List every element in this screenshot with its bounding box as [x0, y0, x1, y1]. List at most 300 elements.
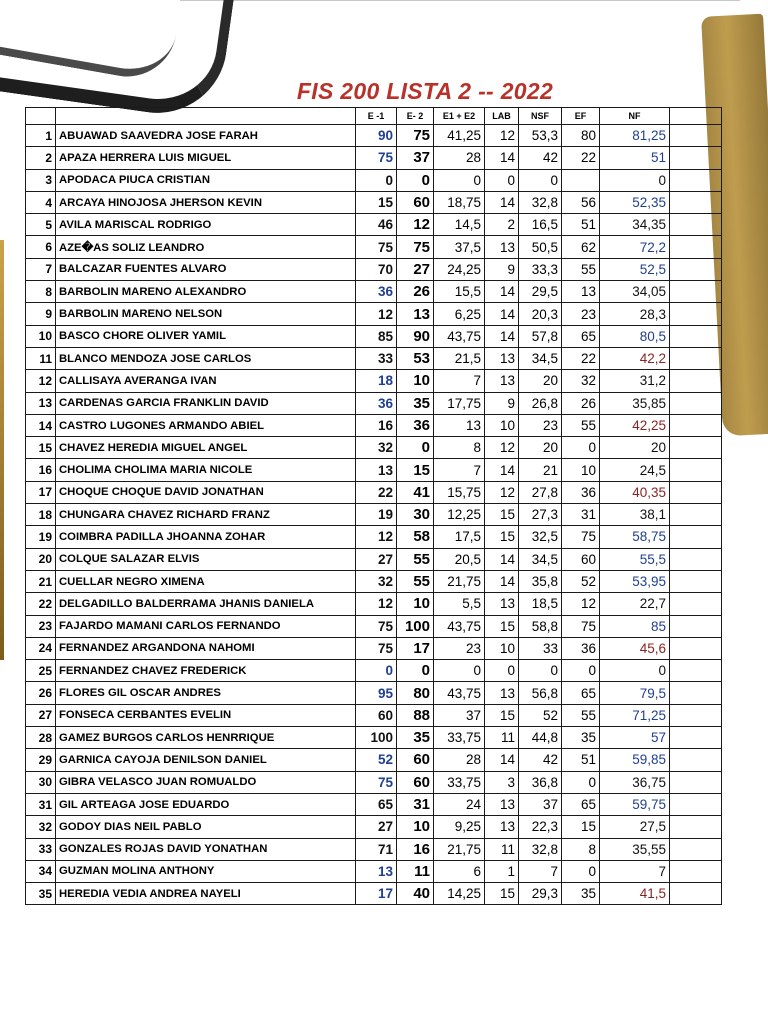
student-name: BARBOLIN MARENO NELSON [56, 303, 356, 325]
blank-cell [670, 481, 722, 503]
blank-cell [670, 191, 722, 213]
paper-edge-stain [0, 240, 4, 660]
score-e2: 10 [397, 370, 434, 392]
list-title: FIS 200 LISTA 2 -- 2022 [296, 78, 554, 104]
score-lab: 1 [485, 860, 519, 882]
score-e2: 80 [397, 682, 434, 704]
student-name: GONZALES ROJAS DAVID YONATHAN [56, 838, 356, 860]
table-row [26, 169, 722, 191]
score-nf: 80,5 [600, 325, 670, 347]
row-number: 20 [26, 548, 56, 570]
grades-table [25, 107, 722, 905]
student-name: CHAVEZ HEREDIA MIGUEL ANGEL [56, 437, 356, 459]
student-rows [26, 125, 722, 905]
score-nf: 35,55 [600, 838, 670, 860]
student-name: FLORES GIL OSCAR ANDRES [56, 682, 356, 704]
score-nsf: 21 [519, 459, 562, 481]
score-e1: 75 [356, 615, 397, 637]
table-row [26, 570, 722, 592]
score-lab: 15 [485, 526, 519, 548]
score-nsf: 18,5 [519, 593, 562, 615]
score-e2: 75 [397, 236, 434, 258]
table-row [26, 191, 722, 213]
score-e1: 16 [356, 414, 397, 436]
score-e1-plus-e2: 15,5 [434, 281, 485, 303]
student-name: BLANCO MENDOZA JOSE CARLOS [56, 347, 356, 369]
table-row [26, 816, 722, 838]
table-row [26, 504, 722, 526]
score-lab: 15 [485, 504, 519, 526]
row-number: 34 [26, 860, 56, 882]
score-e1: 33 [356, 347, 397, 369]
score-e2: 58 [397, 526, 434, 548]
score-nf: 57 [600, 727, 670, 749]
blank-cell [670, 727, 722, 749]
row-number: 4 [26, 191, 56, 213]
row-number: 2 [26, 147, 56, 169]
score-nf: 58,75 [600, 526, 670, 548]
score-lab: 13 [485, 682, 519, 704]
row-number: 9 [26, 303, 56, 325]
score-e1: 36 [356, 392, 397, 414]
score-nsf: 34,5 [519, 548, 562, 570]
score-nsf: 27,8 [519, 481, 562, 503]
score-nsf: 29,5 [519, 281, 562, 303]
score-ef: 52 [562, 570, 600, 592]
score-e1: 95 [356, 682, 397, 704]
score-nsf: 32,8 [519, 838, 562, 860]
score-e1-plus-e2: 41,25 [434, 125, 485, 147]
score-e1-plus-e2: 6 [434, 860, 485, 882]
header-ef: EF [562, 108, 600, 125]
row-number: 8 [26, 281, 56, 303]
score-nf: 22,7 [600, 593, 670, 615]
score-lab: 13 [485, 593, 519, 615]
student-name: GARNICA CAYOJA DENILSON DANIEL [56, 749, 356, 771]
table-row [26, 392, 722, 414]
score-nf: 0 [600, 660, 670, 682]
score-e2: 15 [397, 459, 434, 481]
score-nsf: 32,5 [519, 526, 562, 548]
header-name [56, 108, 356, 125]
score-lab: 15 [485, 704, 519, 726]
score-lab: 15 [485, 883, 519, 905]
score-nf: 27,5 [600, 816, 670, 838]
score-ef: 75 [562, 526, 600, 548]
score-lab: 12 [485, 437, 519, 459]
score-e1: 18 [356, 370, 397, 392]
header-nf: NF [600, 108, 670, 125]
score-e2: 40 [397, 883, 434, 905]
score-e1-plus-e2: 17,75 [434, 392, 485, 414]
score-nf: 45,6 [600, 637, 670, 659]
table-row [26, 258, 722, 280]
score-ef: 0 [562, 771, 600, 793]
blank-cell [670, 392, 722, 414]
row-number: 6 [26, 236, 56, 258]
score-lab: 13 [485, 816, 519, 838]
score-nf: 20 [600, 437, 670, 459]
blank-cell [670, 281, 722, 303]
table-row [26, 370, 722, 392]
score-nf: 71,25 [600, 704, 670, 726]
score-e2: 100 [397, 615, 434, 637]
table-row [26, 593, 722, 615]
score-nsf: 50,5 [519, 236, 562, 258]
score-e1: 12 [356, 526, 397, 548]
score-nsf: 20 [519, 370, 562, 392]
student-name: COIMBRA PADILLA JHOANNA ZOHAR [56, 526, 356, 548]
score-ef: 56 [562, 191, 600, 213]
score-e1: 85 [356, 325, 397, 347]
score-e1-plus-e2: 23 [434, 637, 485, 659]
header-sum: E1 + E2 [434, 108, 485, 125]
score-lab: 14 [485, 570, 519, 592]
blank-cell [670, 303, 722, 325]
score-e1-plus-e2: 33,75 [434, 771, 485, 793]
table-row [26, 682, 722, 704]
blank-cell [670, 125, 722, 147]
score-e2: 75 [397, 125, 434, 147]
score-ef: 26 [562, 392, 600, 414]
blank-cell [670, 793, 722, 815]
score-e1-plus-e2: 20,5 [434, 548, 485, 570]
score-lab: 15 [485, 615, 519, 637]
score-e1-plus-e2: 21,75 [434, 838, 485, 860]
score-nf: 52,5 [600, 258, 670, 280]
blank-cell [670, 615, 722, 637]
score-nsf: 32,8 [519, 191, 562, 213]
score-e1: 46 [356, 214, 397, 236]
score-nsf: 29,3 [519, 883, 562, 905]
score-nf: 38,1 [600, 504, 670, 526]
score-ef: 31 [562, 504, 600, 526]
row-number: 21 [26, 570, 56, 592]
score-nsf: 56,8 [519, 682, 562, 704]
score-ef: 55 [562, 414, 600, 436]
header-number [26, 108, 56, 125]
score-nf: 42,25 [600, 414, 670, 436]
blank-cell [670, 437, 722, 459]
table-header-row [26, 108, 722, 125]
score-lab: 14 [485, 147, 519, 169]
blank-cell [670, 147, 722, 169]
score-ef: 65 [562, 682, 600, 704]
score-e1-plus-e2: 37 [434, 704, 485, 726]
student-name: GIBRA VELASCO JUAN ROMUALDO [56, 771, 356, 793]
row-number: 30 [26, 771, 56, 793]
table-row [26, 548, 722, 570]
blank-cell [670, 459, 722, 481]
score-e1: 13 [356, 459, 397, 481]
table-row [26, 236, 722, 258]
score-e1-plus-e2: 0 [434, 169, 485, 191]
row-number: 27 [26, 704, 56, 726]
score-e1-plus-e2: 21,75 [434, 570, 485, 592]
row-number: 22 [26, 593, 56, 615]
student-name: BASCO CHORE OLIVER YAMIL [56, 325, 356, 347]
score-e1: 17 [356, 883, 397, 905]
score-lab: 0 [485, 660, 519, 682]
student-name: APODACA PIUCA CRISTIAN [56, 169, 356, 191]
score-nsf: 0 [519, 169, 562, 191]
score-e2: 31 [397, 793, 434, 815]
score-e2: 36 [397, 414, 434, 436]
score-ef: 22 [562, 347, 600, 369]
score-e1: 19 [356, 504, 397, 526]
score-e1-plus-e2: 6,25 [434, 303, 485, 325]
student-name: CASTRO LUGONES ARMANDO ABIEL [56, 414, 356, 436]
table-row [26, 414, 722, 436]
blank-cell [670, 504, 722, 526]
score-nf: 7 [600, 860, 670, 882]
header-e1: E -1 [356, 108, 397, 125]
score-e1: 36 [356, 281, 397, 303]
score-nf: 34,35 [600, 214, 670, 236]
student-name: FONSECA CERBANTES EVELIN [56, 704, 356, 726]
score-e1: 70 [356, 258, 397, 280]
table-row [26, 749, 722, 771]
row-number: 1 [26, 125, 56, 147]
student-name: FAJARDO MAMANI CARLOS FERNANDO [56, 615, 356, 637]
score-nsf: 22,3 [519, 816, 562, 838]
score-ef: 65 [562, 793, 600, 815]
score-e2: 88 [397, 704, 434, 726]
score-lab: 11 [485, 838, 519, 860]
score-lab: 13 [485, 793, 519, 815]
blank-cell [670, 838, 722, 860]
blank-cell [670, 749, 722, 771]
student-name: GIL ARTEAGA JOSE EDUARDO [56, 793, 356, 815]
student-name: FERNANDEZ ARGANDONA NAHOMI [56, 637, 356, 659]
score-lab: 13 [485, 347, 519, 369]
score-lab: 2 [485, 214, 519, 236]
row-number: 35 [26, 883, 56, 905]
score-ef: 0 [562, 660, 600, 682]
score-lab: 14 [485, 303, 519, 325]
score-e1-plus-e2: 24 [434, 793, 485, 815]
score-nsf: 35,8 [519, 570, 562, 592]
score-e1: 32 [356, 437, 397, 459]
row-number: 28 [26, 727, 56, 749]
score-ef: 55 [562, 704, 600, 726]
page-top-edge [180, 0, 740, 1]
score-ef: 62 [562, 236, 600, 258]
score-e2: 41 [397, 481, 434, 503]
score-nf: 59,75 [600, 793, 670, 815]
score-lab: 14 [485, 325, 519, 347]
row-number: 5 [26, 214, 56, 236]
score-nf: 81,25 [600, 125, 670, 147]
score-nsf: 33 [519, 637, 562, 659]
score-e1: 60 [356, 704, 397, 726]
score-e1-plus-e2: 7 [434, 370, 485, 392]
score-e1: 0 [356, 660, 397, 682]
student-name: CHUNGARA CHAVEZ RICHARD FRANZ [56, 504, 356, 526]
score-e1: 65 [356, 793, 397, 815]
score-nsf: 36,8 [519, 771, 562, 793]
score-e1-plus-e2: 28 [434, 749, 485, 771]
score-nf: 31,2 [600, 370, 670, 392]
score-e2: 0 [397, 660, 434, 682]
score-lab: 9 [485, 258, 519, 280]
score-nf: 72,2 [600, 236, 670, 258]
score-nsf: 42 [519, 147, 562, 169]
score-e2: 10 [397, 816, 434, 838]
row-number: 13 [26, 392, 56, 414]
student-name: FERNANDEZ CHAVEZ FREDERICK [56, 660, 356, 682]
row-number: 26 [26, 682, 56, 704]
score-e1-plus-e2: 12,25 [434, 504, 485, 526]
score-ef: 55 [562, 258, 600, 280]
score-e1: 12 [356, 593, 397, 615]
score-ef: 8 [562, 838, 600, 860]
score-nsf: 26,8 [519, 392, 562, 414]
score-nsf: 20,3 [519, 303, 562, 325]
score-e2: 12 [397, 214, 434, 236]
student-name: GUZMAN MOLINA ANTHONY [56, 860, 356, 882]
row-number: 14 [26, 414, 56, 436]
score-ef: 36 [562, 637, 600, 659]
score-nf: 53,95 [600, 570, 670, 592]
score-nsf: 33,3 [519, 258, 562, 280]
score-nf: 41,5 [600, 883, 670, 905]
score-e2: 90 [397, 325, 434, 347]
score-nf: 55,5 [600, 548, 670, 570]
score-ef: 12 [562, 593, 600, 615]
score-e1: 27 [356, 816, 397, 838]
score-e1-plus-e2: 9,25 [434, 816, 485, 838]
score-e2: 17 [397, 637, 434, 659]
score-e2: 53 [397, 347, 434, 369]
student-name: CUELLAR NEGRO XIMENA [56, 570, 356, 592]
header-blank [670, 108, 722, 125]
student-name: GODOY DIAS NEIL PABLO [56, 816, 356, 838]
student-name: CHOLIMA CHOLIMA MARIA NICOLE [56, 459, 356, 481]
table-row [26, 793, 722, 815]
student-name: APAZA HERRERA LUIS MIGUEL [56, 147, 356, 169]
score-ef: 75 [562, 615, 600, 637]
row-number: 12 [26, 370, 56, 392]
score-lab: 10 [485, 637, 519, 659]
score-lab: 10 [485, 414, 519, 436]
table-row [26, 838, 722, 860]
header-nsf: NSF [519, 108, 562, 125]
score-lab: 13 [485, 370, 519, 392]
blank-cell [670, 816, 722, 838]
score-e1: 75 [356, 637, 397, 659]
score-e1-plus-e2: 21,5 [434, 347, 485, 369]
score-e1: 22 [356, 481, 397, 503]
row-number: 31 [26, 793, 56, 815]
score-e2: 16 [397, 838, 434, 860]
score-e1-plus-e2: 24,25 [434, 258, 485, 280]
blank-cell [670, 236, 722, 258]
score-ef: 15 [562, 816, 600, 838]
row-number: 7 [26, 258, 56, 280]
score-e1: 71 [356, 838, 397, 860]
score-nsf: 34,5 [519, 347, 562, 369]
score-lab: 14 [485, 281, 519, 303]
score-nf: 24,5 [600, 459, 670, 481]
score-ef: 13 [562, 281, 600, 303]
table-row [26, 637, 722, 659]
table-row [26, 325, 722, 347]
score-nsf: 52 [519, 704, 562, 726]
score-ef: 51 [562, 214, 600, 236]
score-ef: 0 [562, 860, 600, 882]
score-e1: 75 [356, 147, 397, 169]
score-nf: 52,35 [600, 191, 670, 213]
score-e1-plus-e2: 8 [434, 437, 485, 459]
score-e1-plus-e2: 15,75 [434, 481, 485, 503]
score-nsf: 37 [519, 793, 562, 815]
table-row [26, 883, 722, 905]
blank-cell [670, 593, 722, 615]
score-e1: 27 [356, 548, 397, 570]
score-ef: 36 [562, 481, 600, 503]
score-ef [562, 169, 600, 191]
student-name: CARDENAS GARCIA FRANKLIN DAVID [56, 392, 356, 414]
score-nsf: 0 [519, 660, 562, 682]
header-e2: E- 2 [397, 108, 434, 125]
score-ef: 51 [562, 749, 600, 771]
student-name: CALLISAYA AVERANGA IVAN [56, 370, 356, 392]
row-number: 11 [26, 347, 56, 369]
score-e1-plus-e2: 14,5 [434, 214, 485, 236]
score-e2: 35 [397, 392, 434, 414]
score-nsf: 20 [519, 437, 562, 459]
score-lab: 12 [485, 481, 519, 503]
row-number: 15 [26, 437, 56, 459]
score-e1-plus-e2: 13 [434, 414, 485, 436]
student-name: COLQUE SALAZAR ELVIS [56, 548, 356, 570]
score-ef: 22 [562, 147, 600, 169]
score-e1-plus-e2: 14,25 [434, 883, 485, 905]
score-ef: 65 [562, 325, 600, 347]
score-e1-plus-e2: 43,75 [434, 615, 485, 637]
score-nf: 0 [600, 169, 670, 191]
score-lab: 9 [485, 392, 519, 414]
score-e2: 37 [397, 147, 434, 169]
score-lab: 14 [485, 749, 519, 771]
score-lab: 13 [485, 236, 519, 258]
score-e1-plus-e2: 43,75 [434, 682, 485, 704]
score-lab: 14 [485, 548, 519, 570]
score-nf: 85 [600, 615, 670, 637]
score-nsf: 23 [519, 414, 562, 436]
score-ef: 80 [562, 125, 600, 147]
score-nf: 51 [600, 147, 670, 169]
score-lab: 11 [485, 727, 519, 749]
table-row [26, 660, 722, 682]
blank-cell [670, 637, 722, 659]
student-name: ARCAYA HINOJOSA JHERSON KEVIN [56, 191, 356, 213]
score-e2: 10 [397, 593, 434, 615]
score-e2: 35 [397, 727, 434, 749]
blank-cell [670, 526, 722, 548]
score-e1-plus-e2: 17,5 [434, 526, 485, 548]
blank-cell [670, 370, 722, 392]
table-row [26, 727, 722, 749]
score-e1-plus-e2: 37,5 [434, 236, 485, 258]
score-e2: 27 [397, 258, 434, 280]
score-e1: 32 [356, 570, 397, 592]
table-row [26, 704, 722, 726]
score-e1: 15 [356, 191, 397, 213]
table-row [26, 459, 722, 481]
score-ef: 32 [562, 370, 600, 392]
